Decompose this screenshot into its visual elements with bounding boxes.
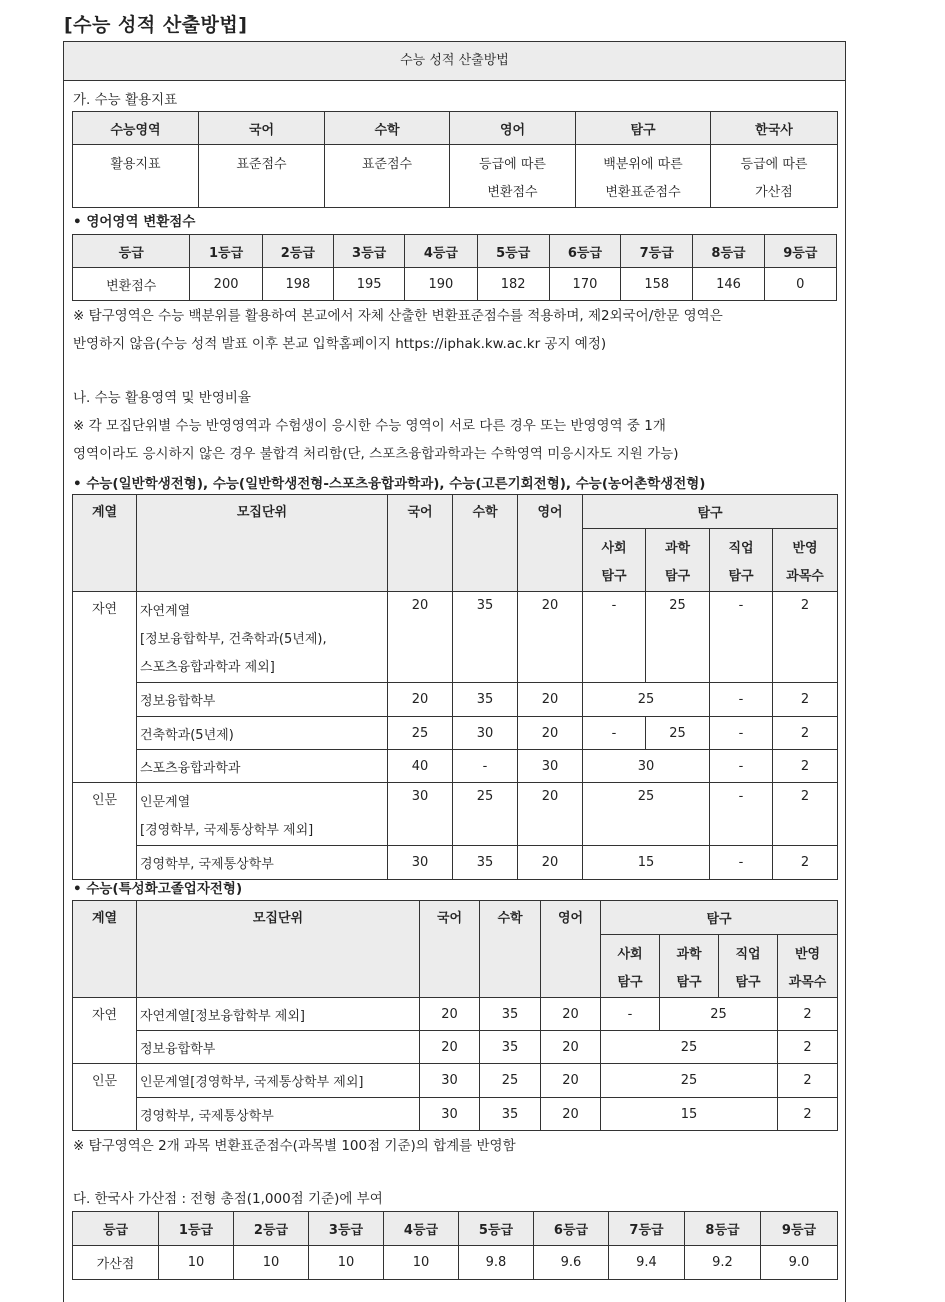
table-cell: 35	[480, 1098, 541, 1131]
table-cell: 표준점수	[325, 145, 450, 208]
header-cell: 5등급	[459, 1212, 534, 1246]
header-cell: 1등급	[159, 1212, 234, 1246]
table-cell: -	[710, 717, 773, 750]
header-cell: 직업 탐구	[710, 529, 773, 592]
header-cell: 수학	[480, 901, 541, 998]
header-cell: 2등급	[262, 235, 333, 268]
header-cell: 반영 과목수	[778, 935, 838, 998]
table-cell: 9.8	[459, 1246, 534, 1280]
section-da-title: 다. 한국사 가산점 : 전형 총점(1,000점 기준)에 부여	[73, 1191, 383, 1207]
note-tamgu: ※ 탐구영역은 수능 백분위를 활용하여 본교에서 자체 산출한 변환표준점수를 적용하며, 제2외국어/한문 영역은 반영하지 않음(수능 성적 발표 이후 본교 입학홈페이지 https://iphak.kw.ac.kr 공지 예정)	[73, 308, 723, 352]
usage-index-table	[72, 111, 838, 208]
header-cell: 국어	[388, 495, 453, 592]
header-cell: 7등급	[609, 1212, 685, 1246]
table-cell: 198	[262, 268, 333, 301]
table-cell: 25	[646, 717, 710, 750]
table-cell: 정보융합학부	[137, 683, 388, 717]
table-cell: 25	[388, 717, 453, 750]
header-cell: 과학 탐구	[660, 935, 719, 998]
header-cell: 9등급	[761, 1212, 838, 1246]
table-cell: 자연	[73, 592, 137, 783]
header-cell: 7등급	[621, 235, 693, 268]
table-cell: 표준점수	[199, 145, 325, 208]
table-cell: -	[710, 683, 773, 717]
table-cell: -	[710, 750, 773, 783]
table-cell: 20	[518, 683, 583, 717]
section-na	[73, 384, 843, 468]
table-cell: 9.6	[534, 1246, 609, 1280]
table-cell: 등급에 따른 가산점	[711, 145, 838, 208]
table-cell: 200	[190, 268, 262, 301]
table-cell: 인문계열 [경영학부, 국제통상학부 제외]	[137, 783, 388, 846]
header-cell: 수학	[325, 112, 450, 145]
english-table	[72, 234, 837, 301]
table-cell: 35	[480, 1031, 541, 1064]
table-cell: 2	[778, 1098, 838, 1131]
table-cell: 40	[388, 750, 453, 783]
table-cell: 20	[518, 717, 583, 750]
english-title: • 영어영역 변환점수	[73, 214, 196, 230]
table-cell: 20	[541, 998, 601, 1031]
header-cell: 국어	[199, 112, 325, 145]
table-cell: 35	[480, 998, 541, 1031]
table-cell: 경영학부, 국제통상학부	[137, 846, 388, 880]
header-cell: 반영 과목수	[773, 529, 838, 592]
table-cell: 182	[477, 268, 549, 301]
section-na-note: ※ 각 모집단위별 수능 반영영역과 수험생이 응시한 수능 영역이 서로 다른 경우 또는 반영영역 중 1개	[73, 418, 666, 434]
table-cell: 인문	[73, 1064, 137, 1131]
table-cell: 30	[453, 717, 518, 750]
header-cell: 2등급	[234, 1212, 309, 1246]
table-cell: 2	[773, 592, 838, 683]
header-cell: 등급	[73, 235, 190, 268]
table-cell: 195	[334, 268, 405, 301]
table-cell: -	[583, 717, 646, 750]
table-cell: 10	[159, 1246, 234, 1280]
header-cell: 3등급	[309, 1212, 384, 1246]
header-cell: 모집단위	[137, 901, 420, 998]
page-title: [수능 성적 산출방법]	[64, 14, 248, 36]
header-cell: 6등급	[534, 1212, 609, 1246]
table-cell: 2	[773, 717, 838, 750]
table-cell: 9.4	[609, 1246, 685, 1280]
table-cell: 2	[778, 1031, 838, 1064]
ratio-table-general	[72, 494, 838, 880]
table-cell: 30	[388, 783, 453, 846]
header-cell: 직업 탐구	[719, 935, 778, 998]
table-cell: 25	[480, 1064, 541, 1098]
table-cell: 2	[773, 683, 838, 717]
header-cell: 계열	[73, 495, 137, 592]
table-cell: 20	[388, 683, 453, 717]
table1-title: • 수능(일반학생전형), 수능(일반학생전형-스포츠융합과학과), 수능(고른기회전형), 수능(농어촌학생전형)	[73, 476, 706, 492]
table-cell: 20	[518, 783, 583, 846]
table-cell: 스포츠융합과학과	[137, 750, 388, 783]
table-cell: 20	[541, 1031, 601, 1064]
box-header: 수능 성적 산출방법	[64, 42, 845, 81]
table-cell: 경영학부, 국제통상학부	[137, 1098, 420, 1131]
table-cell: 25	[453, 783, 518, 846]
header-cell: 국어	[420, 901, 480, 998]
table-cell: 2	[778, 1064, 838, 1098]
table-cell: 20	[388, 592, 453, 683]
header-cell: 영어	[541, 901, 601, 998]
table-cell: 25	[583, 783, 710, 846]
table-cell: 가산점	[73, 1246, 159, 1280]
header-cell: 탐구	[576, 112, 711, 145]
header-cell: 수학	[453, 495, 518, 592]
table-cell: 9.0	[761, 1246, 838, 1280]
table-cell: 건축학과(5년제)	[137, 717, 388, 750]
table-cell: 35	[453, 846, 518, 880]
header-cell: 수능영역	[73, 112, 199, 145]
table-cell: 20	[541, 1098, 601, 1131]
table-cell: 30	[420, 1064, 480, 1098]
table-cell: 170	[549, 268, 620, 301]
table-cell: 35	[453, 683, 518, 717]
table-cell: -	[583, 592, 646, 683]
table-cell: 백분위에 따른 변환표준점수	[576, 145, 711, 208]
table-cell: 25	[601, 1031, 778, 1064]
table-cell: 20	[420, 1031, 480, 1064]
table-cell: -	[710, 592, 773, 683]
table-cell: 인문계열[경영학부, 국제통상학부 제외]	[137, 1064, 420, 1098]
header-cell: 사회 탐구	[601, 935, 660, 998]
table-cell: 15	[601, 1098, 778, 1131]
table-cell: 0	[764, 268, 836, 301]
section-ga-title: 가. 수능 활용지표	[73, 92, 178, 108]
table-cell: 30	[583, 750, 710, 783]
table-cell: -	[453, 750, 518, 783]
table-cell: 자연계열 [정보융합학부, 건축학과(5년제), 스포츠융합과학과 제외]	[137, 592, 388, 683]
header-cell: 영어	[450, 112, 576, 145]
header-cell: 탐구	[583, 495, 838, 529]
header-cell: 1등급	[190, 235, 262, 268]
table-cell: 인문	[73, 783, 137, 880]
section-na-title: 나. 수능 활용영역 및 반영비율	[73, 390, 251, 406]
header-cell: 4등급	[384, 1212, 459, 1246]
table-cell: 20	[541, 1064, 601, 1098]
table-cell: 25	[646, 592, 710, 683]
table-cell: 190	[405, 268, 477, 301]
table-cell: 2	[773, 783, 838, 846]
header-cell: 9등급	[764, 235, 836, 268]
table-cell: 20	[518, 592, 583, 683]
header-cell: 4등급	[405, 235, 477, 268]
header-cell: 계열	[73, 901, 137, 998]
table-cell: 2	[773, 846, 838, 880]
table-cell: 활용지표	[73, 145, 199, 208]
table-cell: 15	[583, 846, 710, 880]
table-cell: 10	[234, 1246, 309, 1280]
header-cell: 5등급	[477, 235, 549, 268]
header-cell: 과학 탐구	[646, 529, 710, 592]
table-cell: 정보융합학부	[137, 1031, 420, 1064]
korean-history-table	[72, 1211, 838, 1280]
table-cell: 변환점수	[73, 268, 190, 301]
table-cell: -	[710, 783, 773, 846]
table-cell: 등급에 따른 변환점수	[450, 145, 576, 208]
table-cell: 158	[621, 268, 693, 301]
header-cell: 8등급	[685, 1212, 761, 1246]
header-cell: 3등급	[334, 235, 405, 268]
table-cell: -	[601, 998, 660, 1031]
table-cell: 146	[693, 268, 764, 301]
ratio-table-vocational	[72, 900, 838, 1131]
section-na-note: 영역이라도 응시하지 않은 경우 불합격 처리함(단, 스포츠융합과학과는 수학영역 미응시자도 지원 가능)	[73, 446, 679, 462]
header-cell: 8등급	[693, 235, 764, 268]
header-cell: 등급	[73, 1212, 159, 1246]
header-cell: 모집단위	[137, 495, 388, 592]
header-cell: 사회 탐구	[583, 529, 646, 592]
table-cell: 30	[420, 1098, 480, 1131]
header-cell: 6등급	[549, 235, 620, 268]
note-tamgu-sum: ※ 탐구영역은 2개 과목 변환표준점수(과목별 100점 기준)의 합계를 반영함	[73, 1138, 516, 1154]
header-cell: 탐구	[601, 901, 838, 935]
table-cell: 10	[309, 1246, 384, 1280]
table-cell: 9.2	[685, 1246, 761, 1280]
table-cell: 20	[518, 846, 583, 880]
table-cell: 25	[660, 998, 778, 1031]
table-cell: 30	[518, 750, 583, 783]
table-cell: 20	[420, 998, 480, 1031]
header-cell: 영어	[518, 495, 583, 592]
table2-title: • 수능(특성화고졸업자전형)	[73, 881, 243, 897]
table-cell: 30	[388, 846, 453, 880]
header-cell: 한국사	[711, 112, 838, 145]
table-cell: 자연계열[정보융합학부 제외]	[137, 998, 420, 1031]
table-cell: -	[710, 846, 773, 880]
table-cell: 25	[601, 1064, 778, 1098]
table-cell: 2	[773, 750, 838, 783]
table-cell: 10	[384, 1246, 459, 1280]
table-cell: 2	[778, 998, 838, 1031]
table-cell: 35	[453, 592, 518, 683]
table-cell: 25	[583, 683, 710, 717]
table-cell: 자연	[73, 998, 137, 1064]
